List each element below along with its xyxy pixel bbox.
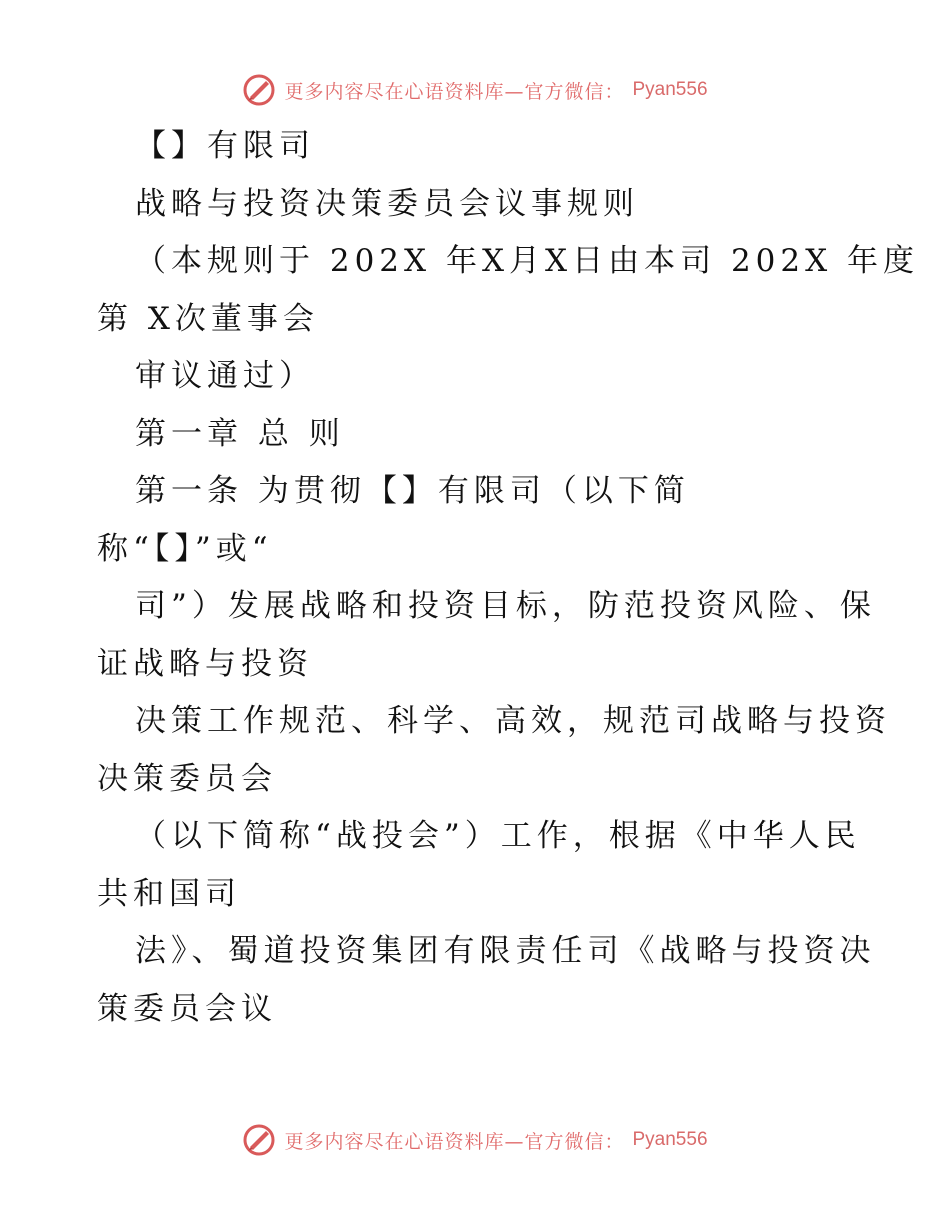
- watermark-text: 更多内容尽在心语资料库—官方微信：: [284, 80, 625, 103]
- approval-note-line-2: 第 X次董事会: [97, 300, 319, 337]
- article-line-10: 策委员会议: [97, 990, 277, 1027]
- watermark-header: [0, 70, 950, 110]
- article-line-4: 证战略与投资: [97, 645, 313, 682]
- article-line-3: 司”）发展战略和投资目标，防范投资风险、保: [135, 588, 876, 624]
- pen-logo-icon: [242, 1123, 276, 1157]
- watermark-text: 更多内容尽在心语资料库—官方微信：: [284, 1130, 625, 1153]
- watermark-wechat-id: Pyan556: [632, 1129, 708, 1150]
- chapter-heading: 第一章 总 则: [135, 415, 345, 452]
- company-name-line: 【】有限司: [135, 128, 315, 164]
- article-line-9: 法》、蜀道投资集团有限责任司《战略与投资决: [135, 933, 876, 969]
- article-line-2: 称“【】”或“: [97, 530, 273, 567]
- document-body: [97, 118, 920, 1038]
- article-line-5: 决策工作规范、科学、高效，规范司战略与投资: [135, 703, 891, 739]
- approval-note-line-1: （本规则于 202X 年X月X日由本司 202X 年度: [135, 243, 920, 279]
- article-line-6: 决策委员会: [97, 760, 277, 797]
- article-line-8: 共和国司: [97, 875, 241, 912]
- article-line-7: （以下简称“战投会”）工作，根据《中华人民: [135, 818, 861, 854]
- watermark-wechat-id: Pyan556: [632, 79, 708, 100]
- article-line-1: 第一条 为贯彻【】有限司（以下简: [135, 473, 690, 509]
- pen-logo-icon: [242, 73, 276, 107]
- approval-note-line-3: 审议通过）: [135, 358, 315, 394]
- watermark-footer: [0, 1120, 950, 1160]
- document-title: 战略与投资决策委员会议事规则: [135, 185, 639, 222]
